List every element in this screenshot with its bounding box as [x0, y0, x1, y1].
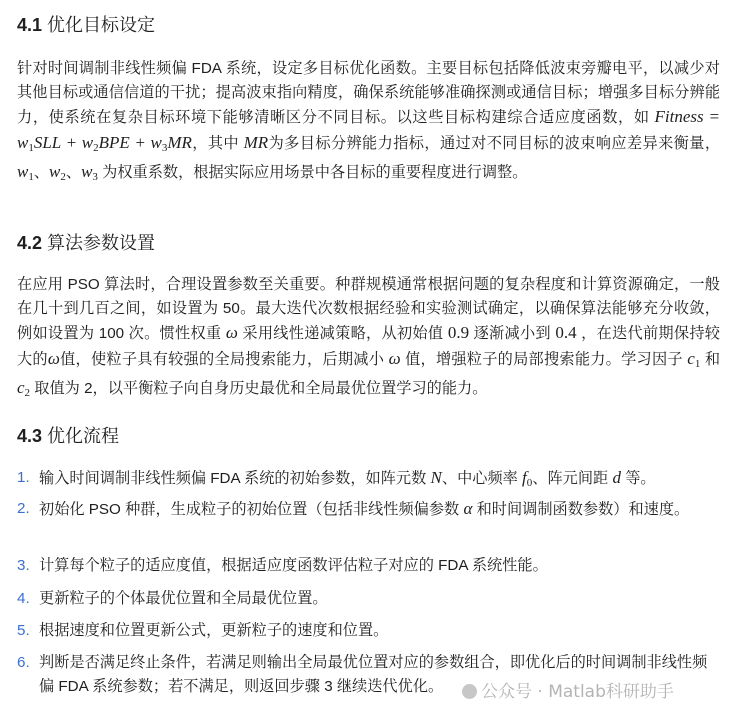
c1-symbol: $c_1$ — [687, 348, 701, 370]
fitness-formula: Fitness = $w_1SLL + w_2BPE + w_3MR$ — [17, 107, 721, 154]
section-4-2-paragraph: 在应用 PSO 算法时，合理设置参数至关重要。种群规模通常根据问题的复杂程度和计算资源确定，一般在几十到几百之间，如设置为 50。最大迭代次数根据经验和实验测试确定，以确保算法能够充分收敛，例如设置为 100 次。惯性权重 ω 采用线性递减策略，从初始值 0.9 逐渐减小到 0.4 ，在迭代前期保持较大的ω值，使粒子具有较强的全局搜索能力，后期减小 ω 值，增强粒子的局部搜索能力。学习因子 $c_1$ 和 $c_2$ 取值为 2，以平衡粒子向自身历史最优和全局最优位置学习的能力。 — [17, 276, 720, 399]
wechat-icon — [462, 684, 477, 699]
section-heading-4-2: 4.2 算法参数设置 — [17, 233, 156, 253]
section-4-1-paragraph: 针对时间调制非线性频偏 FDA 系统，设定多目标优化函数。主要目标包括降低波束旁瓣电平，以减少对其他目标或通信信道的干扰；提高波束指向精度，确保系统能够准确探测或通信目标；增强多目标分辨能力，使系统在复杂目标环境下能够清晰区分不同目标。以这些目标构建综合适应度函数，如 Fitness = $w_1SLL + w_2BPE + w_3MR$，其中 MR为多目标分辨能力指标，通过对不同目标的波束响应差异来衡量， $w_1$、$w_2$、$w_3$ 为权重系数，根据实际应用场景中各目标的重要程度进行调整。 — [17, 60, 721, 183]
watermark: 公众号 · Matlab科研助手 — [462, 677, 674, 702]
section-heading-4-1: 4.1 优化目标设定 — [17, 15, 156, 35]
section-heading-4-3: 4.3 优化流程 — [17, 426, 120, 446]
c2-symbol: $c_2$ — [17, 377, 31, 399]
weights-formula: $w_1$ — [17, 161, 34, 183]
